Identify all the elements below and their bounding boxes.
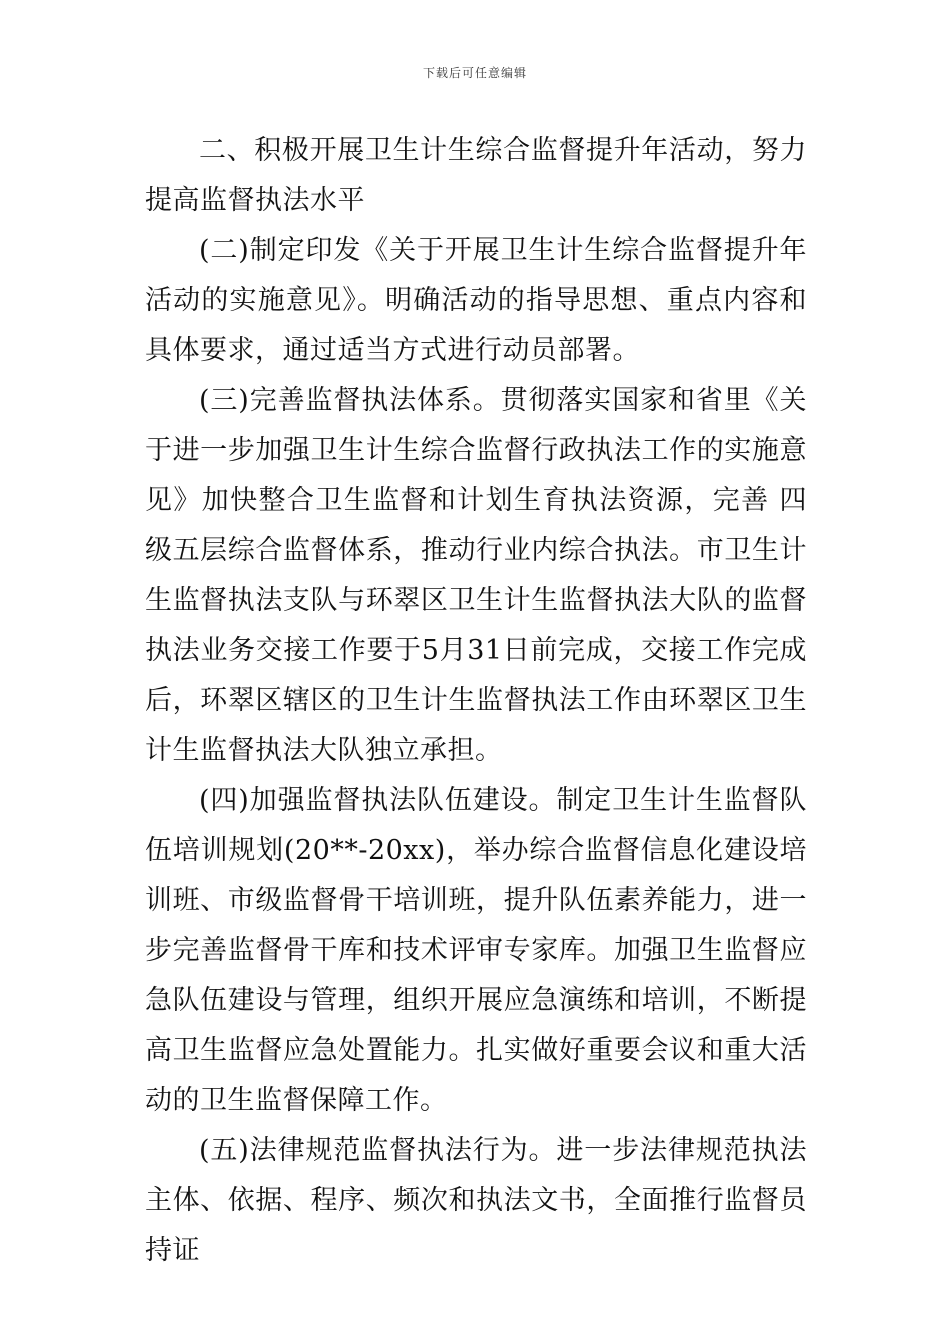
document-body bbox=[145, 126, 807, 1276]
section-heading-paragraph: 二、积极开展卫生计生综合监督提升年活动，努力提高监督执法水平 bbox=[145, 135, 807, 216]
paragraph-3-supervision-system: (三)完善监督执法体系。贯彻落实国家和省里《关于进一步加强卫生计生综合监督行政执法工作的实施意见》加快整合卫生监督和计划生育执法资源，完善 四级五层综合监督体系，推动行业内综合执法。市卫生计生监督执法支队与环翠区卫生计生监督执法大队的监督执法业务交接工作要于5月31日前完成，交接工作完成后，环翠区辖区的卫生计生监督执法工作由环翠区卫生计生监督执法大队独立承担。 bbox=[145, 385, 807, 766]
header-note: 下载后可任意编辑 bbox=[422, 66, 527, 80]
paragraph-2-implementation-opinion: (二)制定印发《关于开展卫生计生综合监督提升年活动的实施意见》。明确活动的指导思想、重点内容和具体要求，通过适当方式进行动员部署。 bbox=[145, 235, 807, 366]
paragraph-4-team-building: (四)加强监督执法队伍建设。制定卫生计生监督队伍培训规划(20**-20xx)，举办综合监督信息化建设培训班、市级监督骨干培训班，提升队伍素养能力，进一步完善监督骨干库和技术评审专家库。加强卫生监督应急队伍建设与管理，组织开展应急演练和培训，不断提高卫生监督应急处置能力。扎实做好重要会议和重大活动的卫生监督保障工作。 bbox=[145, 785, 807, 1116]
paragraph-5-law-enforcement-conduct: (五)法律规范监督执法行为。进一步法律规范执法主体、依据、程序、频次和执法文书，全面推行监督员持证 bbox=[145, 1135, 807, 1266]
